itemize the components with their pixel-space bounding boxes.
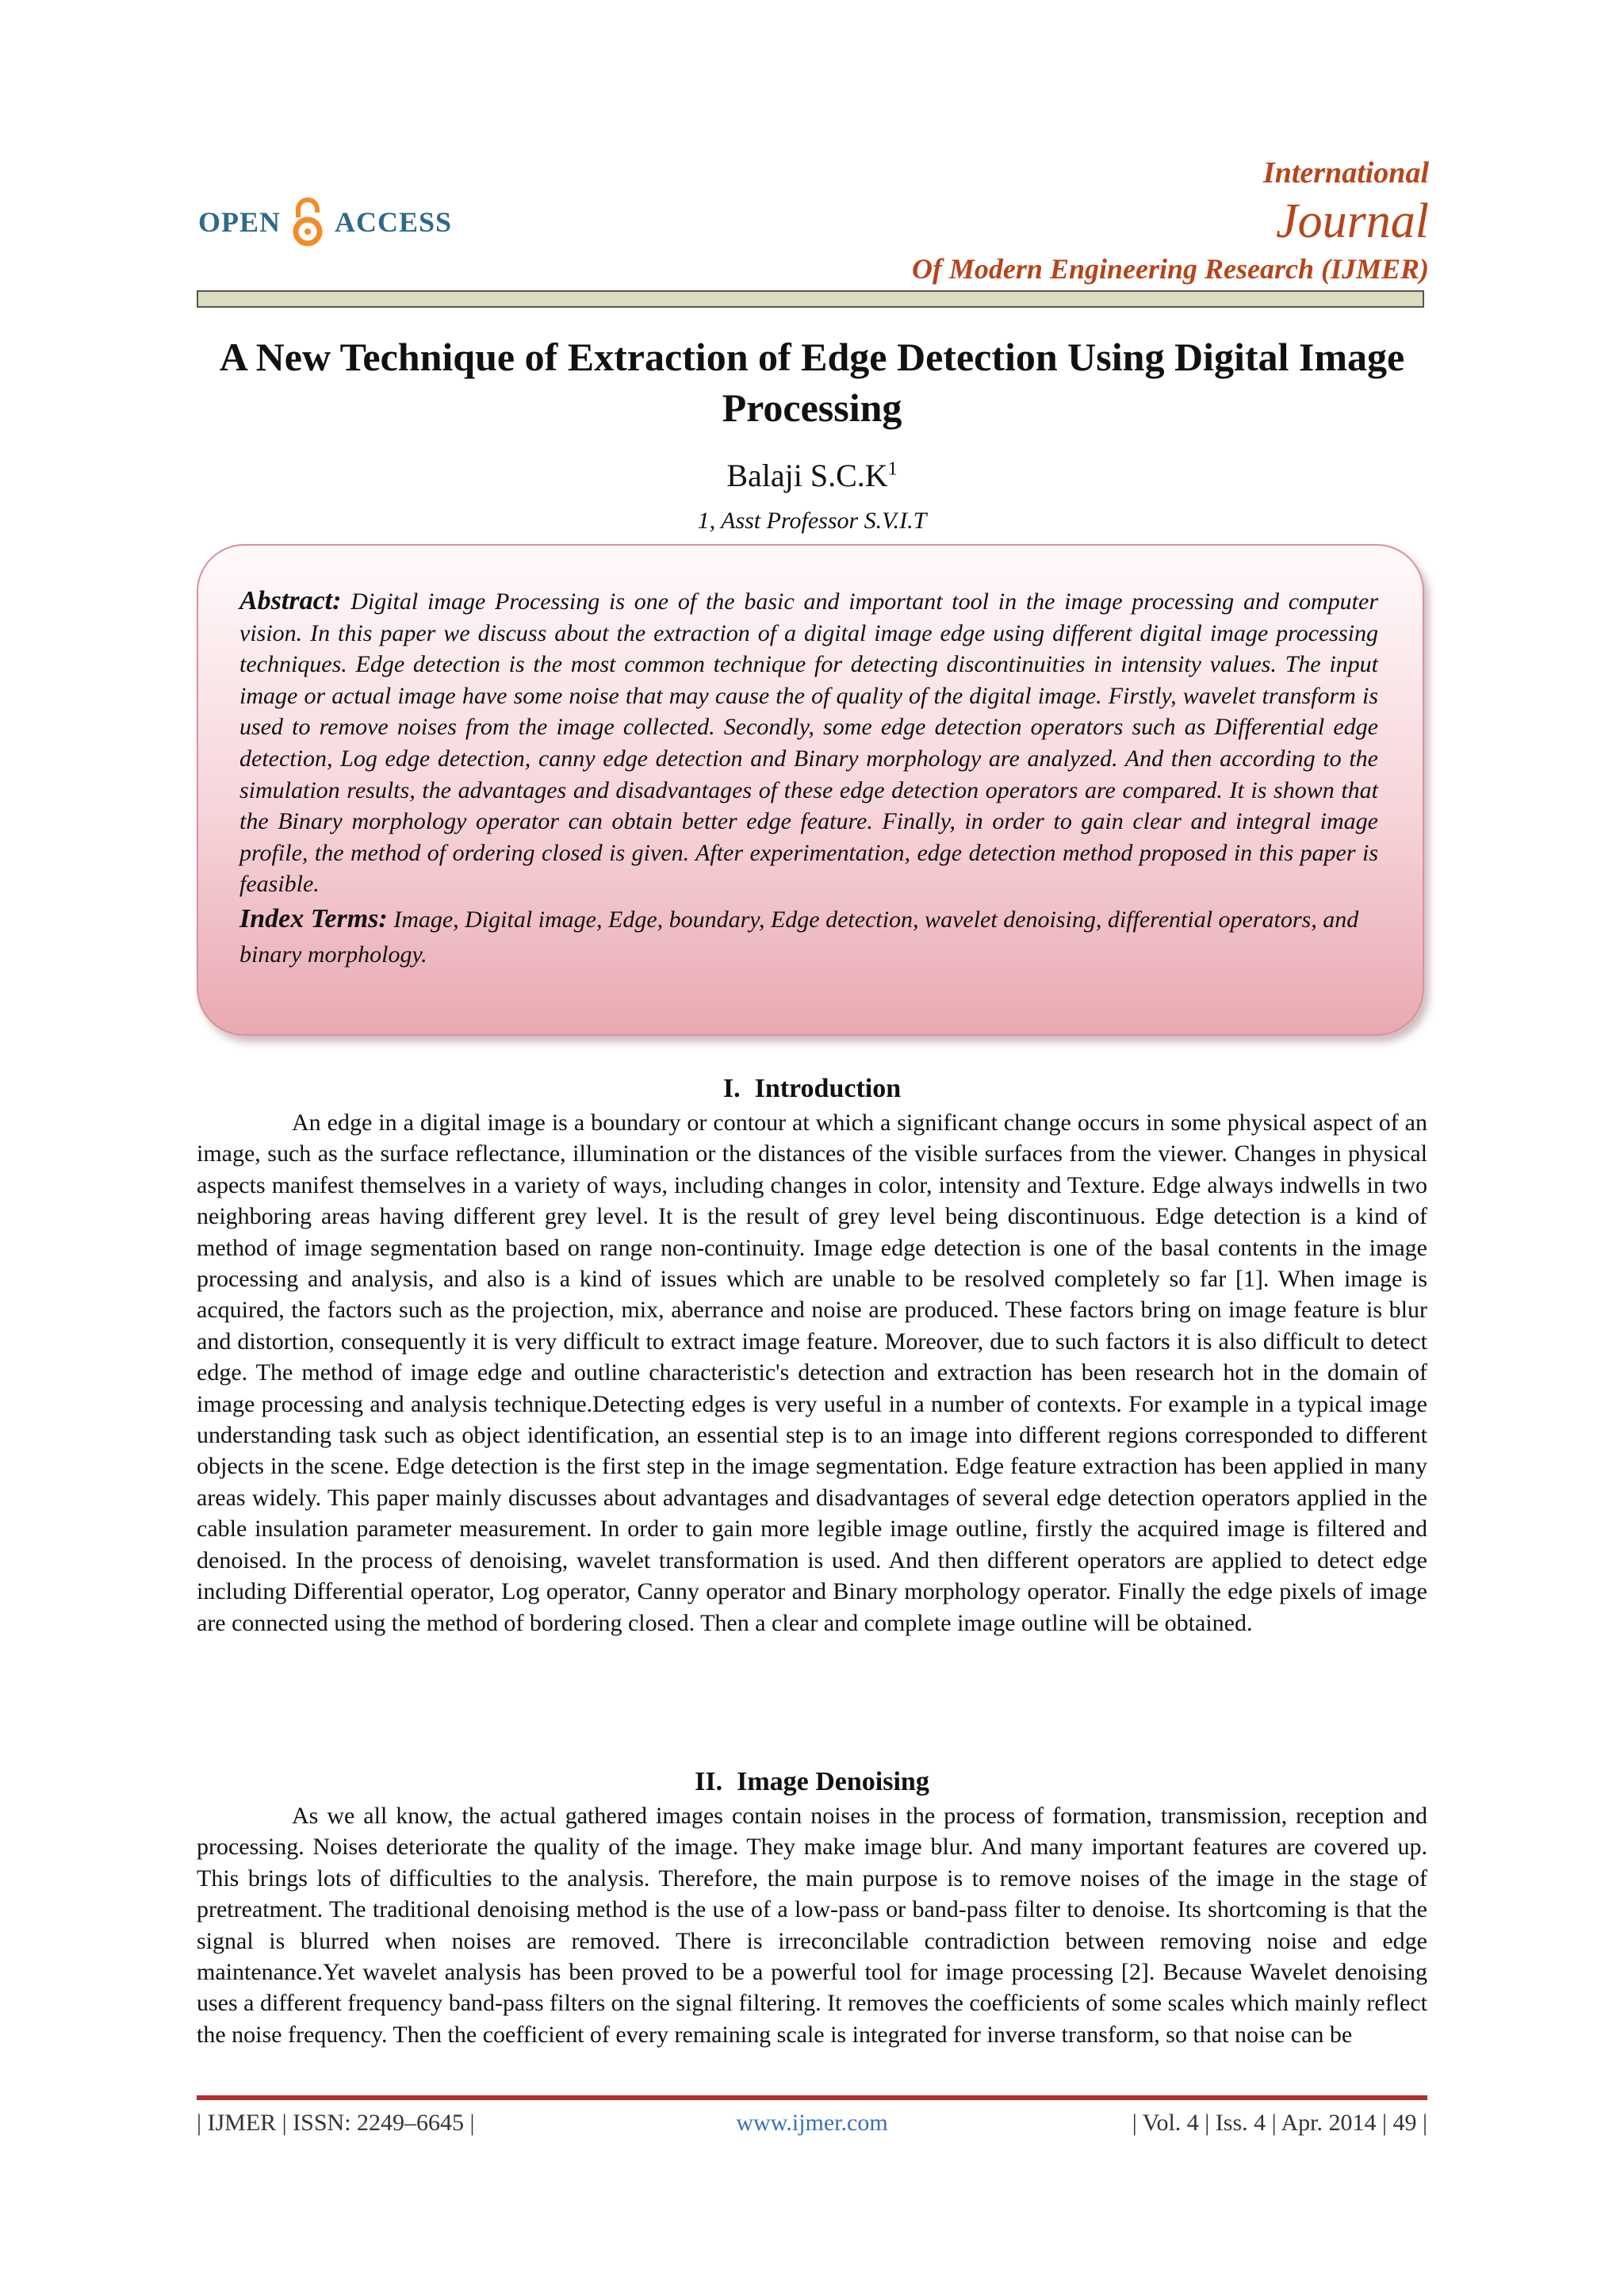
section-heading-image-denoising <box>197 1767 1427 1797</box>
abstract-text: Digital image Processing is one of the basic and important tool in the image processing and computer vision. In this paper we discuss about the extraction of a digital image edge using different digital image processing techniques. Edge detection is the most common technique for detecting discontinuities in intensity values. The input image or actual image have some noise that may cause the of quality of the digital image. Firstly, wavelet transform is used to remove noises from the image collected. Secondly, some edge detection operators such as Differential edge detection, Log edge detection, canny edge detection and Binary morphology are analyzed. And then according to the simulation results, the advantages and disadvantages of these edge detection operators are compared. It is shown that the Binary morphology operator can obtain better edge feature. Finally, in order to gain clear and integral image profile, the method of ordering closed is given. After experimentation, edge detection method proposed in this paper is feasible. <box>239 588 1379 898</box>
footer-journal-issn: | IJMER | ISSN: 2249–6645 | <box>197 2110 475 2136</box>
index-terms <box>239 902 1378 972</box>
author-superscript: 1 <box>887 458 898 480</box>
author-name: Balaji S.C.K <box>726 458 888 493</box>
abstract-paragraph <box>239 585 1378 900</box>
section-body-introduction <box>197 1107 1427 1639</box>
footer-volume-page: | Vol. 4 | Iss. 4 | Apr. 2014 | 49 | <box>1132 2110 1427 2136</box>
footer-website-link[interactable]: www.ijmer.com <box>736 2110 888 2136</box>
abstract-label: Abstract: <box>239 586 342 615</box>
section-number: I. <box>722 1074 741 1103</box>
denoising-text: As we all know, the actual gathered images contain noises in the process of formation, transmission, reception and processing. Noises deteriorate the quality of the image. They make image blur. And many important features are covered up. This brings lots of difficulties to the analysis. Therefore, the main purpose is to remove noises of the image in the stage of pretreatment. The traditional denoising method is the use of a low-pass or band-pass filter to denoise. Its shortcoming is that the signal is blurred when noises are removed. There is irreconcilable contradiction between removing noise and edge maintenance.Yet wavelet analysis has been proved to be a powerful tool for image processing [2]. Because Wavelet denoising uses a different frequency band-pass filters on the signal filtering. It removes the coefficients of some scales which mainly reflect the noise frequency. Then the coefficient of every remaining scale is integrated for inverse transform, so that noise can be <box>197 1803 1427 2048</box>
author-affiliation: 1, Asst Professor S.V.I.T <box>697 508 927 534</box>
open-access-lock-icon <box>290 197 325 247</box>
open-access-logo <box>198 197 452 247</box>
page-footer <box>197 2110 1427 2141</box>
author-line <box>0 457 1624 494</box>
header-divider <box>197 290 1424 308</box>
section-title: Introduction <box>754 1074 902 1103</box>
access-label: ACCESS <box>335 206 453 238</box>
section-heading-introduction <box>197 1074 1427 1104</box>
introduction-text: An edge in a digital image is a boundary or contour at which a significant change occurs in some physical aspect of an image, such as the surface reflectance, illumination or the distances of the visible surfaces from the viewer. Changes in physical aspects manifest themselves in a variety of ways, including changes in color, intensity and Texture. Edge always indwells in two neighboring areas having different grey level. It is the result of grey level being discontinuous. Edge detection is a kind of method of image segmentation based on range non-continuity. Image edge detection is one of the basal contents in the image processing and analysis, and also is a kind of issues which are unable to be resolved completely so far [1]. When image is acquired, the factors such as the projection, mix, aberrance and noise are produced. These factors bring on image feature is blur and distortion, consequently it is very difficult to extract image feature. Moreover, due to such factors it is also difficult to detect edge. The method of image edge and outline characteristic's detection and extraction has been research hot in the domain of image processing and analysis technique.Detecting edges is very useful in a number of contexts. For example in a typical image understanding task such as object identification, an essential step is to an image into different regions corresponded to different objects in the scene. Edge detection is the first step in the image segmentation. Edge feature extraction has been applied in many areas widely. This paper mainly discusses about advantages and disadvantages of several edge detection operators applied in the cable insulation parameter measurement. In order to gain more legible image outline, firstly the acquired image is filtered and denoised. In the process of denoising, wavelet transformation is used. And then different operators are applied to detect edge including Differential operator, Log operator, Canny operator and Binary morphology operator. Finally the edge pixels of image are connected using the method of bordering closed. Then a clear and complete image outline will be obtained. <box>197 1110 1427 1636</box>
abstract-box <box>197 544 1424 1036</box>
index-terms-text: Image, Digital image, Edge, boundary, Edge detection, wavelet denoising, differential operators, and binary morphology. <box>239 906 1359 968</box>
section-number: II. <box>695 1767 723 1796</box>
journal-subtitle: Of Modern Engineering Research (IJMER) <box>911 253 1429 285</box>
section-title: Image Denoising <box>737 1767 929 1796</box>
journal-name: Journal <box>1276 194 1429 248</box>
section-body-image-denoising <box>197 1800 1427 2050</box>
footer-rule <box>197 2095 1427 2100</box>
paper-title: A New Technique of Extraction of Edge Detection Using Digital Image Processing <box>219 335 1405 430</box>
open-label: OPEN <box>198 206 282 238</box>
index-terms-label: Index Terms: <box>239 903 388 933</box>
journal-international: International <box>1262 156 1429 190</box>
